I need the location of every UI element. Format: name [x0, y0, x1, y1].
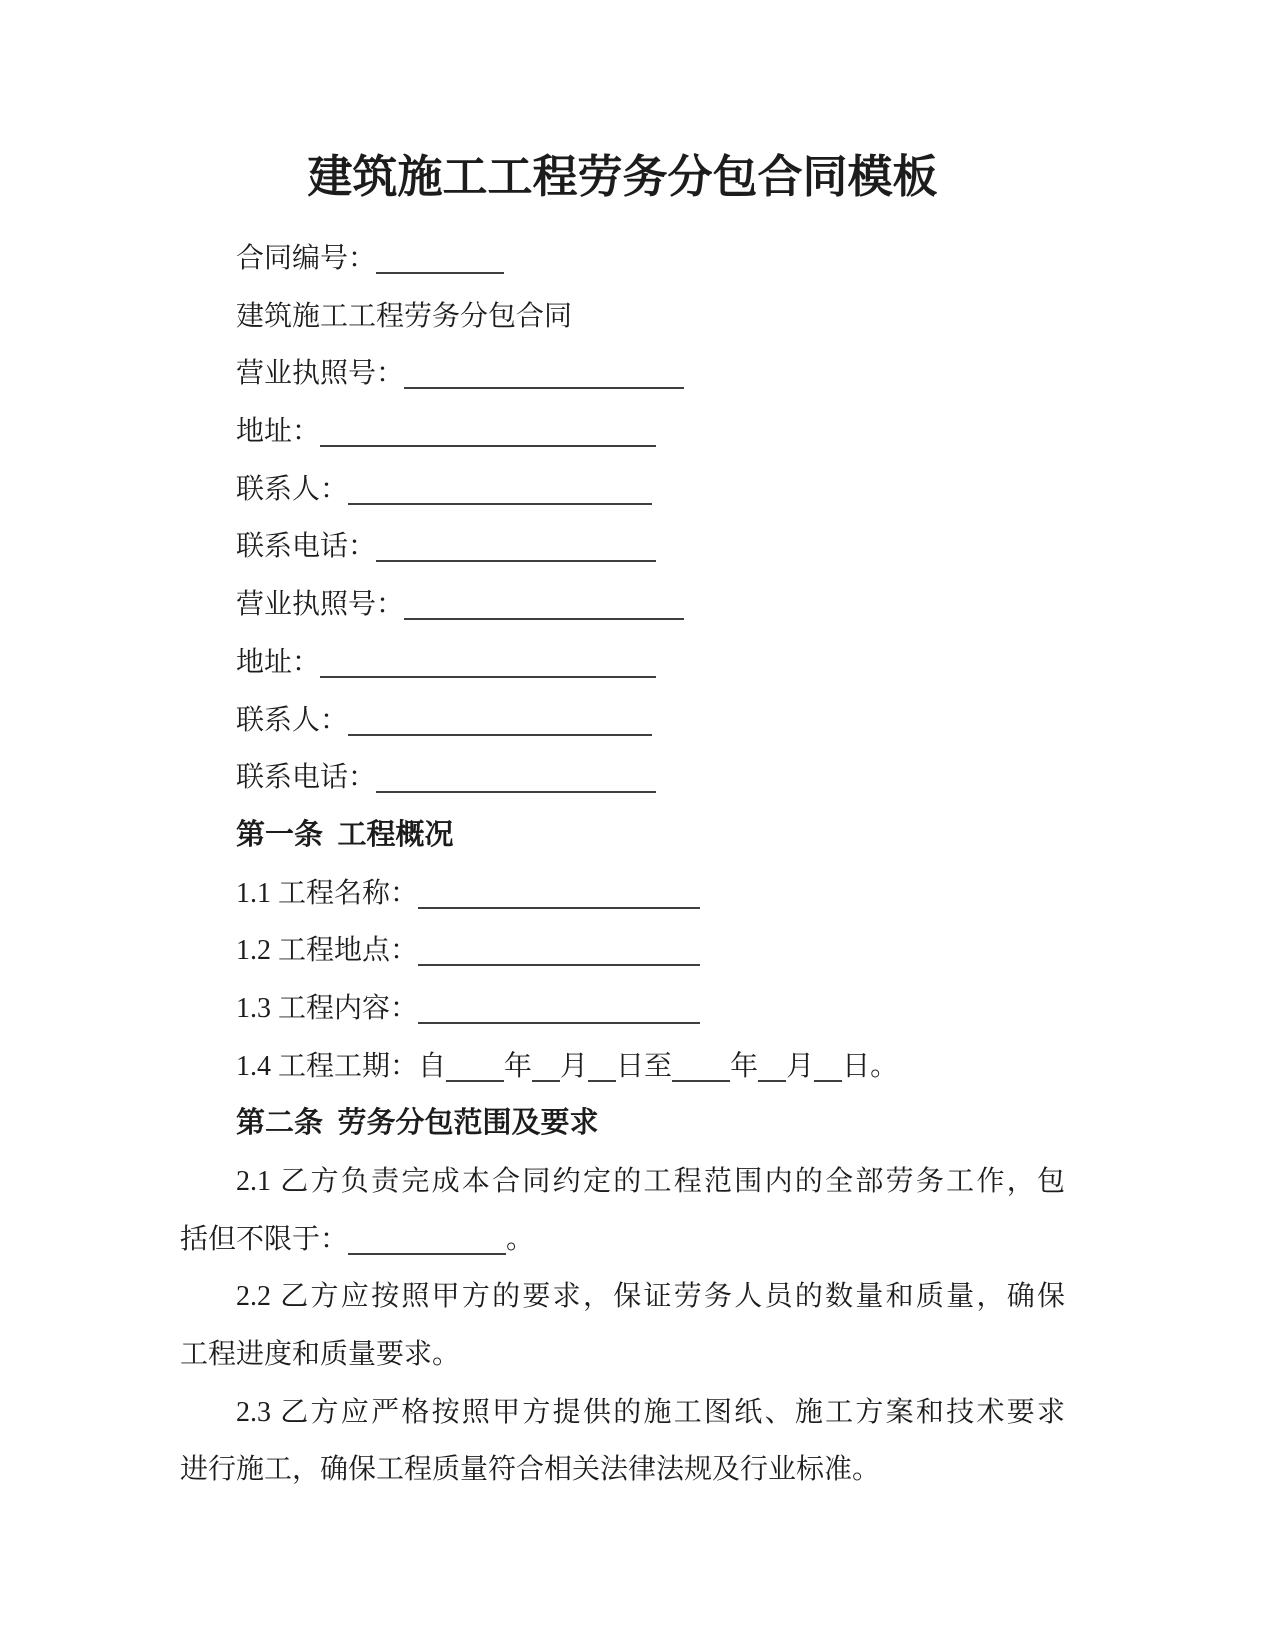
document-body [180, 230, 1065, 1499]
blank-underline [672, 1080, 730, 1082]
fill-in-field-line [180, 865, 1065, 923]
line-text: 1.2 工程地点： [236, 935, 419, 967]
blank-underline [758, 1080, 786, 1082]
blank-underline [320, 676, 656, 678]
fill-in-field-line [180, 634, 1065, 692]
line-text: 地址： [236, 646, 321, 678]
line-text: 联系人： [236, 473, 349, 505]
line-text: 1.1 工程名称： [236, 877, 419, 909]
text-line [180, 1326, 1065, 1384]
line-text: 地址： [236, 416, 321, 448]
blank-underline [404, 618, 684, 620]
fill-in-field-line [180, 461, 1065, 519]
line-text: 2.1 乙方负责完成本合同约定的工程范围内的全部劳务工作，包 [236, 1166, 1065, 1197]
line-text: 建筑施工工程劳务分包合同 [236, 300, 573, 332]
section-heading [180, 807, 1065, 865]
fill-in-field-line [180, 345, 1065, 403]
line-text: 合同编号： [236, 243, 377, 274]
blank-underline [320, 445, 656, 447]
line-text: 括但不限于： [180, 1223, 349, 1255]
blank-underline [446, 1080, 504, 1082]
blank-underline [348, 734, 652, 736]
blank-underline [376, 272, 504, 274]
line-text: 日至 [616, 1050, 673, 1082]
text-line [180, 1441, 1065, 1499]
line-text: 1.3 工程内容： [236, 992, 419, 1024]
text-line [180, 1153, 1065, 1211]
line-text: 日。 [842, 1050, 899, 1082]
line-text: 年 [504, 1050, 533, 1082]
blank-underline [376, 560, 656, 562]
document-title: 建筑施工工程劳务分包合同模板 [307, 152, 938, 202]
line-text: 月 [560, 1050, 589, 1082]
line-text: 营业执照号： [236, 358, 405, 390]
blank-underline [418, 1022, 700, 1024]
fill-in-field-line [180, 403, 1065, 461]
line-text: 联系人： [236, 704, 349, 736]
fill-in-field-line [180, 749, 1065, 807]
blank-underline [418, 907, 700, 909]
fill-in-field-line [180, 1038, 1065, 1096]
line-text: 月 [786, 1050, 815, 1082]
line-text: 2.3 乙方应严格按照甲方提供的施工图纸、施工方案和技术要求 [236, 1396, 1065, 1428]
blank-underline [814, 1080, 842, 1082]
text-line [180, 1211, 1065, 1269]
fill-in-field-line [180, 230, 1065, 288]
text-line [180, 1268, 1065, 1326]
text-line [180, 1384, 1065, 1442]
section-heading [180, 1095, 1065, 1153]
blank-underline [588, 1080, 616, 1082]
fill-in-field-line [180, 980, 1065, 1038]
line-text: 。 [506, 1223, 535, 1255]
line-text: 联系电话： [236, 762, 377, 794]
line-text: 进行施工，确保工程质量符合相关法律法规及行业标准。 [180, 1454, 881, 1486]
line-text: 工程进度和质量要求。 [180, 1339, 461, 1371]
line-text: 联系电话： [236, 531, 377, 563]
line-text: 营业执照号： [236, 589, 405, 621]
blank-underline [376, 791, 656, 793]
line-text: 1.4 工程工期：自 [236, 1050, 447, 1082]
contract-document [180, 146, 1065, 1499]
blank-underline [532, 1080, 560, 1082]
line-text: 年 [730, 1050, 759, 1082]
line-text: 第一条 工程概况 [236, 818, 454, 851]
line-text: 第二条 劳务分包范围及要求 [236, 1107, 599, 1140]
fill-in-field-line [180, 692, 1065, 750]
text-line [180, 288, 1065, 346]
blank-underline [348, 1253, 506, 1255]
blank-underline [348, 503, 652, 505]
fill-in-field-line [180, 922, 1065, 980]
line-text: 2.2 乙方应按照甲方的要求，保证劳务人员的数量和质量，确保 [236, 1281, 1065, 1313]
blank-underline [404, 387, 684, 389]
fill-in-field-line [180, 518, 1065, 576]
blank-underline [418, 964, 700, 966]
fill-in-field-line [180, 576, 1065, 634]
